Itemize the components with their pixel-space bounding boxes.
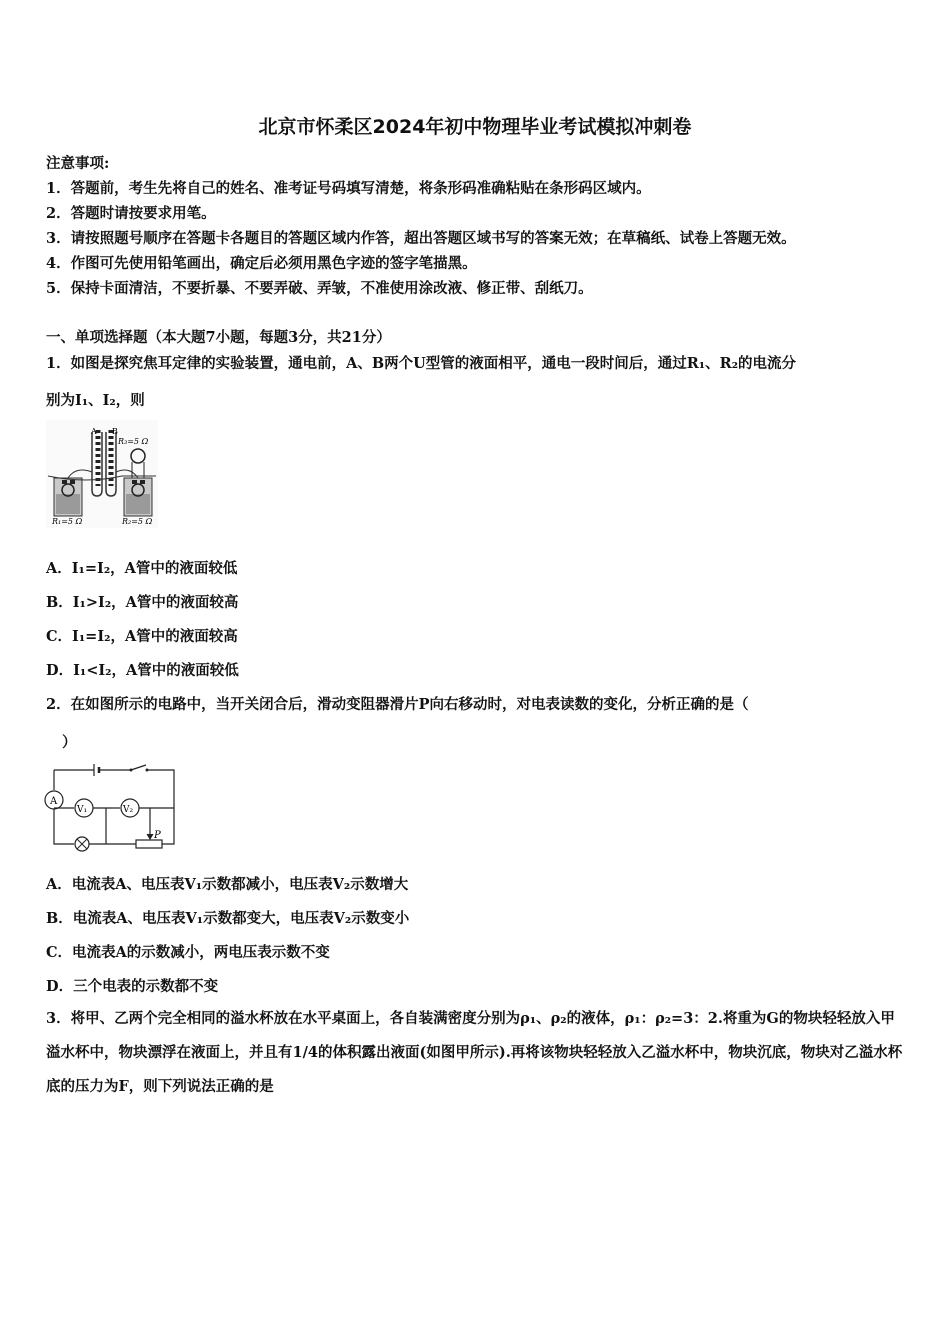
q1-label-r1: R₁=5 Ω [52,517,83,526]
section-heading: 一、单项选择题（本大题7小题，每题3分，共21分） [46,329,391,346]
q1-option-d[interactable]: D．I₁<I₂，A管中的液面较低 [46,662,239,679]
q1-stem-line2: 别为I₁、I₂，则 [46,392,145,409]
q1-label-r3: R₃=5 Ω [118,437,149,446]
q1-joule-apparatus-figure [46,420,158,528]
q2-circuit-figure [44,760,180,858]
q1-label-b: B [112,427,118,436]
q2-slider-label: P [154,830,161,841]
notice-heading: 注意事项: [46,155,110,172]
q1-label-r2: R₂=5 Ω [122,517,153,526]
notice-item-3: 3．请按照题号顺序在答题卡各题目的答题区域内作答，超出答题区域书写的答案无效；在草稿纸、试卷上答题无效。 [46,230,796,247]
q2-option-a[interactable]: A．电流表A、电压表V₁示数都减小，电压表V₂示数增大 [46,876,409,893]
q2-option-d[interactable]: D．三个电表的示数都不变 [46,978,219,995]
q1-stem-line1: 1．如图是探究焦耳定律的实验装置，通电前，A、B两个U型管的液面相平，通电一段时间后，通过R₁、R₂的电流分 [46,355,797,372]
q1-option-a[interactable]: A．I₁=I₂，A管中的液面较低 [46,560,238,577]
page-title: 北京市怀柔区2024年初中物理毕业考试模拟冲刺卷 [258,116,692,138]
q2-option-b[interactable]: B．电流表A、电压表V₁示数都变大，电压表V₂示数变小 [46,910,410,927]
notice-item-1: 1．答题前，考生先将自己的姓名、准考证号码填写清楚，将条形码准确粘贴在条形码区域内。 [46,180,651,197]
q2-option-c[interactable]: C．电流表A的示数减小，两电压表示数不变 [46,944,330,961]
q2-stem-line2: ） [62,734,77,751]
q1-option-b[interactable]: B．I₁>I₂，A管中的液面较高 [46,594,239,611]
q1-label-a: A [91,427,97,436]
q2-stem-line1: 2．在如图所示的电路中，当开关闭合后，滑动变阻器滑片P向右移动时，对电表读数的变化，分析正确的是（ [46,696,749,713]
notice-item-2: 2．答题时请按要求用笔。 [46,205,216,222]
q3-stem: 3．将甲、乙两个完全相同的溢水杯放在水平桌面上，各自装满密度分别为ρ₁、ρ₂的液体，ρ₁：ρ₂=3：2.将重为G的物块轻轻放入甲溢水杯中，物块漂浮在液面上，并且有1/4的体积露出液面(如图甲所示).再将该物块轻轻放入乙溢水杯中，物块沉底，物块对乙溢水杯底的压力为F，则下列说法正确的是 [46,1010,903,1095]
q2-voltmeter1-label: V₁ [77,805,88,815]
notice-item-4: 4．作图可先使用铅笔画出，确定后必须用黑色字迹的签字笔描黑。 [46,255,477,272]
q1-option-c[interactable]: C．I₁=I₂，A管中的液面较高 [46,628,238,645]
q2-voltmeter2-label: V₂ [123,805,134,815]
rheostat-icon [136,840,162,848]
notice-item-5: 5．保持卡面清洁，不要折暴、不要弄破、弄皱，不准使用涂改液、修正带、刮纸刀。 [46,280,593,297]
q2-ammeter-label: A [50,796,58,807]
